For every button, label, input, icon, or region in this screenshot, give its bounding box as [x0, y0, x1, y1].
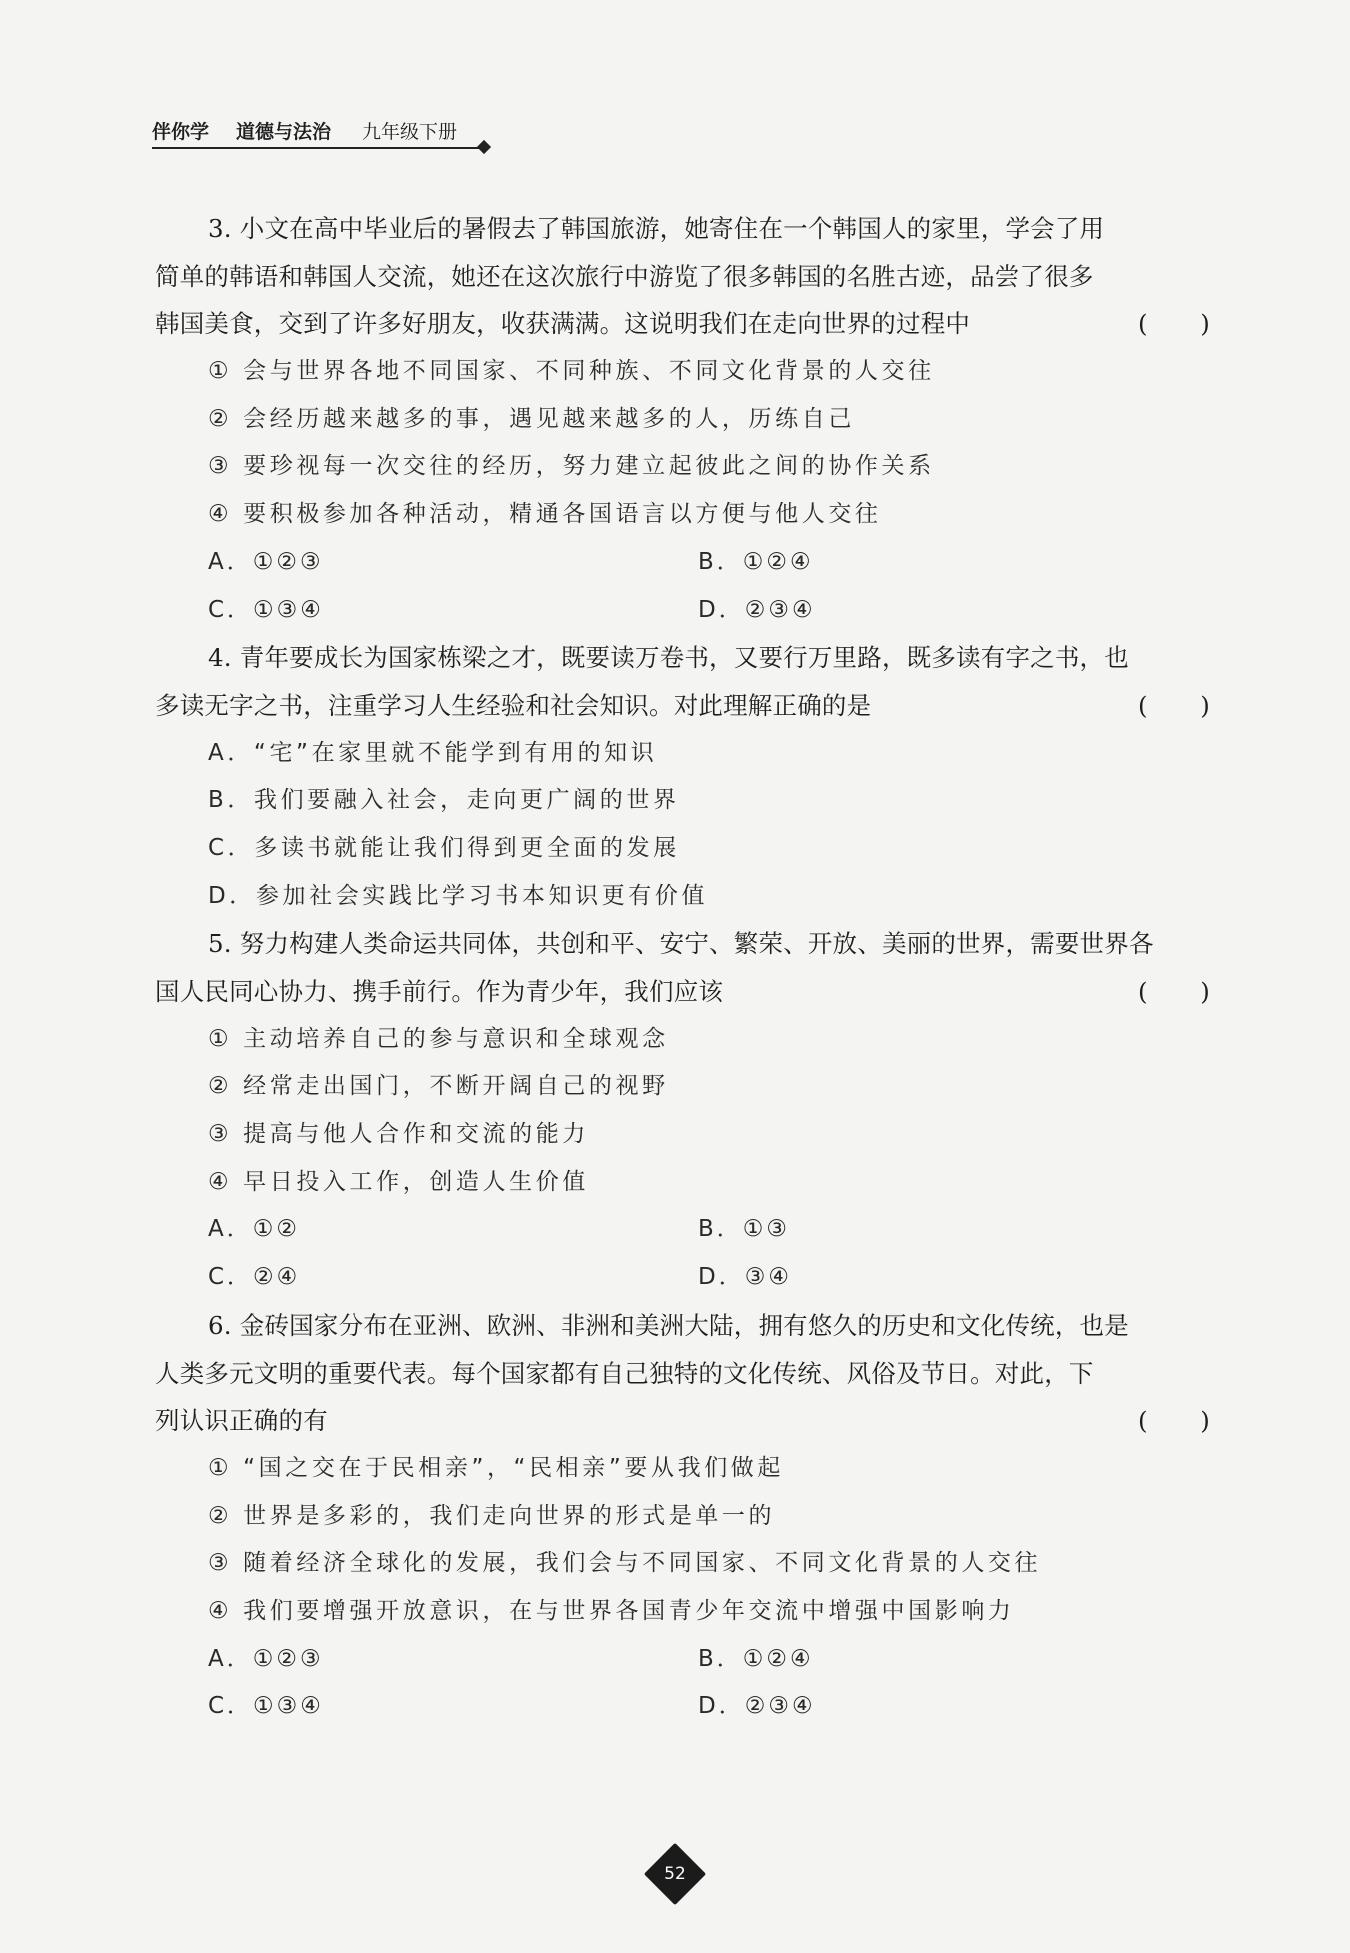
question-stem-line: 4. 青年要成长为国家栋梁之才，既要读万卷书，又要行万里路，既多读有字之书，也 — [208, 643, 1129, 673]
choice-d: D．②③④ — [698, 596, 816, 623]
choice-c: C．①③④ — [208, 1693, 324, 1720]
question-stem-text: 韩国美食，交到了许多好朋友，收获满满。这说明我们在走向世界的过程中 — [155, 309, 971, 339]
answer-parentheses — [1138, 682, 1210, 730]
question-4 — [155, 634, 1210, 920]
choice-d: D．②③④ — [698, 1693, 816, 1720]
paren-open: ( — [1138, 690, 1148, 720]
header-grade: 九年级下册 — [362, 121, 458, 143]
statement: ② 经常走出国门，不断开阔自己的视野 — [208, 1073, 669, 1100]
paren-open: ( — [1138, 1406, 1148, 1436]
paren-close: ) — [1200, 1406, 1210, 1436]
choice-a: A．①②③ — [208, 1645, 324, 1672]
statement: ① “国之交在于民相亲”，“民相亲”要从我们做起 — [208, 1454, 784, 1481]
statement: ③ 随着经济全球化的发展，我们会与不同国家、不同文化背景的人交往 — [208, 1550, 1042, 1577]
choice-b: B．①③ — [698, 1216, 791, 1243]
choice-c: C．①③④ — [208, 596, 324, 623]
paren-close: ) — [1200, 977, 1210, 1006]
option: B．我们要融入社会，走向更广阔的世界 — [208, 787, 680, 814]
question-stem-line: 简单的韩语和韩国人交流，她还在这次旅行中游览了很多韩国的名胜古迹，品尝了很多 — [155, 261, 1094, 291]
statement: ④ 要积极参加各种活动，精通各国语言以方便与他人交往 — [208, 501, 882, 528]
choice-row — [155, 1254, 1210, 1302]
statement: ④ 早日投入工作，创造人生价值 — [208, 1168, 589, 1195]
header-rule — [152, 147, 480, 149]
question-stem-text: 国人民同心协力、携手前行。作为青少年，我们应该 — [155, 977, 724, 1006]
question-6 — [155, 1302, 1210, 1731]
statement: ② 世界是多彩的，我们走向世界的形式是单一的 — [208, 1502, 776, 1529]
choice-a: A．①② — [208, 1216, 300, 1243]
diamond-icon — [477, 140, 491, 154]
answer-parentheses — [1138, 968, 1210, 1016]
statement: ① 主动培养自己的参与意识和全球观念 — [208, 1025, 669, 1052]
question-stem-line — [155, 300, 1210, 348]
paren-open: ( — [1138, 977, 1148, 1006]
option: C．多读书就能让我们得到更全面的发展 — [208, 834, 680, 861]
choice-row — [155, 1206, 1210, 1254]
option: A．“宅”在家里就不能学到有用的知识 — [208, 739, 658, 766]
question-stem-line — [155, 1397, 1210, 1445]
question-list — [155, 205, 1210, 1731]
choice-b: B．①②④ — [698, 548, 814, 575]
question-stem-line — [155, 968, 1210, 1016]
question-stem-line: 6. 金砖国家分布在亚洲、欧洲、非洲和美洲大陆，拥有悠久的历史和文化传统，也是 — [208, 1310, 1129, 1340]
statement: ① 会与世界各地不同国家、不同种族、不同文化背景的人交往 — [208, 358, 935, 385]
question-5 — [155, 920, 1210, 1302]
question-stem-text: 列认识正确的有 — [155, 1406, 328, 1436]
question-stem-line — [155, 682, 1210, 730]
header-brand: 伴你学 — [152, 121, 210, 143]
choice-c: C．②④ — [208, 1264, 301, 1291]
running-header — [152, 113, 492, 149]
paren-open: ( — [1138, 309, 1148, 339]
question-stem-line: 5. 努力构建人类命运共同体，共创和平、安宁、繁荣、开放、美丽的世界，需要世界各 — [208, 929, 1154, 959]
answer-parentheses — [1138, 1397, 1210, 1445]
header-subject: 道德与法治 — [236, 121, 332, 143]
choice-b: B．①②④ — [698, 1645, 814, 1672]
paren-close: ) — [1200, 690, 1210, 720]
answer-parentheses — [1138, 300, 1210, 348]
choice-a: A．①②③ — [208, 548, 324, 575]
option: D．参加社会实践比学习书本知识更有价值 — [208, 882, 709, 909]
choice-row — [155, 1636, 1210, 1684]
question-stem-line: 人类多元文明的重要代表。每个国家都有自己独特的文化传统、风俗及节日。对此，下 — [155, 1358, 1094, 1388]
paren-close: ) — [1200, 309, 1210, 339]
choice-row — [155, 587, 1210, 635]
question-3 — [155, 205, 1210, 634]
statement: ③ 要珍视每一次交往的经历，努力建立起彼此之间的协作关系 — [208, 453, 935, 480]
choice-d: D．③④ — [698, 1264, 792, 1291]
question-stem-line: 3. 小文在高中毕业后的暑假去了韩国旅游，她寄住在一个韩国人的家里，学会了用 — [208, 214, 1105, 243]
choice-row — [155, 1683, 1210, 1731]
choice-row — [155, 539, 1210, 587]
statement: ③ 提高与他人合作和交流的能力 — [208, 1121, 589, 1148]
statement: ② 会经历越来越多的事，遇见越来越多的人，历练自己 — [208, 405, 855, 432]
page-number: 52 — [664, 1864, 686, 1884]
statement: ④ 我们要增强开放意识，在与世界各国青少年交流中增强中国影响力 — [208, 1597, 1015, 1624]
question-stem-text: 多读无字之书，注重学习人生经验和社会知识。对此理解正确的是 — [155, 690, 872, 720]
